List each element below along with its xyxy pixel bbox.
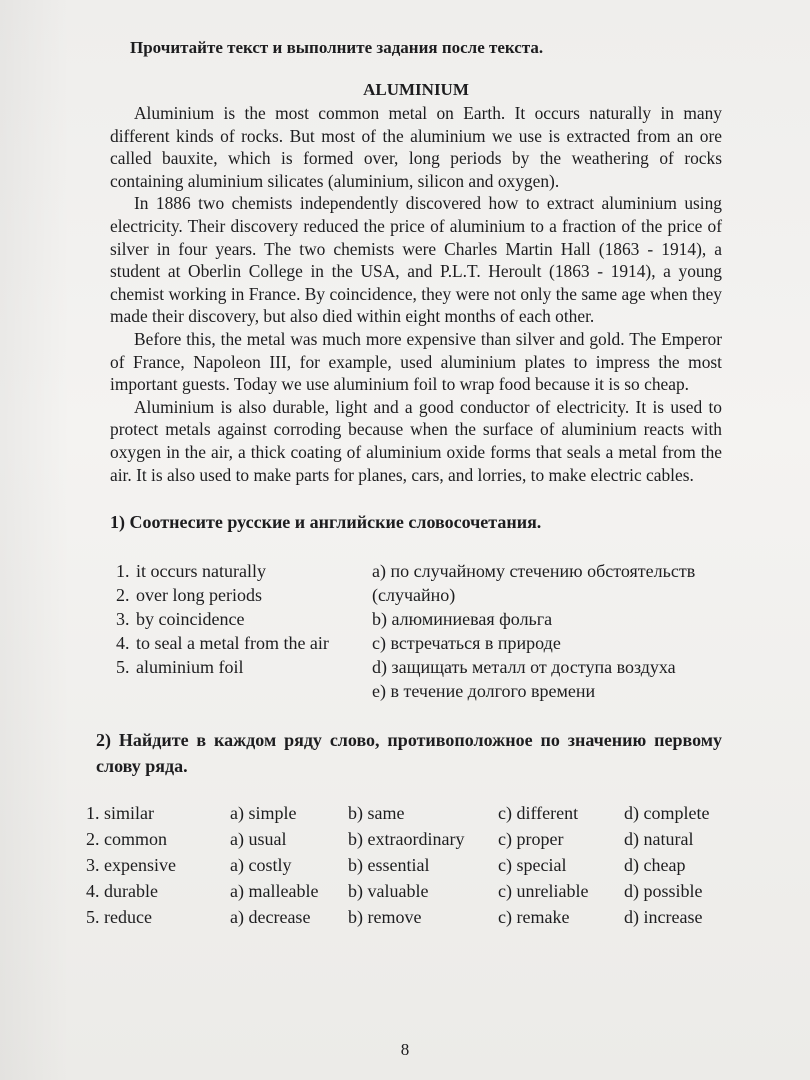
russian-phrases: [372, 559, 722, 703]
text-title: ALUMINIUM: [363, 80, 469, 99]
task2-heading: 2) Найдите в каждом ряду слово, противоположное по значению первому слову ряда.: [96, 730, 722, 777]
option-cell: d) complete: [624, 803, 710, 824]
option-cell: c) unreliable: [498, 881, 589, 902]
paragraph-4: Aluminium is also durable, light and a good conductor of electricity. It is used to protect metals against corroding because when the surface of aluminium reacts with oxygen in the air, a thick coating of aluminium oxide forms that seals a metal from the air. It is also used to make parts for planes, cars, and lorries, to make electric cables.: [110, 396, 722, 485]
antonym-row: [86, 881, 709, 907]
russian-phrase: (случайно): [372, 585, 456, 606]
english-phrase: 3. by coincidence: [134, 607, 372, 631]
option-cell: b) remove: [348, 907, 422, 928]
russian-phrase: d) защищать металл от доступа воздуха: [372, 657, 676, 678]
option-cell: b) essential: [348, 855, 430, 876]
paragraph-1: Aluminium is the most common metal on Earth. It occurs naturally in many different kinds of rocks. But most of the aluminium we use is extracted from an ore called bauxite, which is formed over, long periods by the weathering of rocks containing aluminium silicates (aluminium, silicon and oxygen).: [110, 103, 722, 191]
english-phrase: 2. over long periods: [134, 583, 372, 607]
antonym-row: [86, 803, 709, 829]
option-cell: b) extraordinary: [348, 829, 465, 850]
task1-heading: 1) Соотнесите русские и английские словосочетания.: [110, 512, 542, 533]
keyword-cell: 3. expensive: [86, 855, 176, 876]
keyword-cell: 5. reduce: [86, 907, 152, 928]
option-cell: c) different: [498, 803, 579, 824]
option-cell: a) costly: [230, 855, 292, 876]
antonym-row: [86, 855, 709, 881]
option-cell: d) cheap: [624, 855, 686, 876]
paragraph-2: In 1886 two chemists independently discovered how to extract aluminium using electricity. Their discovery reduced the price of aluminium to a fraction of the price of silver in four years. The two chemists were Charles Martin Hall (1863 - 1914), a student at Oberlin College in the USA, and P.L.T. Heroult (1863 - 1914), a young chemist working in France. By coincidence, they were not only the same age when they made their discovery, but also died within eight months of each other.: [110, 193, 722, 327]
option-cell: a) decrease: [230, 907, 311, 928]
english-phrase: 4. to seal a metal from the air: [134, 631, 372, 655]
english-phrases: [110, 559, 372, 703]
english-phrase: 1. it occurs naturally: [134, 559, 372, 583]
option-cell: d) possible: [624, 881, 703, 902]
option-cell: a) usual: [230, 829, 287, 850]
matching-exercise: [110, 559, 722, 703]
english-phrase: 5. aluminium foil: [134, 655, 372, 679]
antonym-row: [86, 829, 709, 855]
paragraph-3: Before this, the metal was much more expensive than silver and gold. The Emperor of France, Napoleon III, for example, used aluminium plates to impress the most important guests. Today we use aluminium foil to wrap food because it is so cheap.: [110, 328, 722, 395]
keyword-cell: 1. similar: [86, 803, 154, 824]
option-cell: a) malleable: [230, 881, 319, 902]
option-cell: b) valuable: [348, 881, 429, 902]
antonym-table: [86, 803, 709, 933]
option-cell: a) simple: [230, 803, 297, 824]
option-cell: d) increase: [624, 907, 703, 928]
option-cell: c) special: [498, 855, 567, 876]
keyword-cell: 2. common: [86, 829, 167, 850]
keyword-cell: 4. durable: [86, 881, 158, 902]
option-cell: c) remake: [498, 907, 570, 928]
russian-phrase: c) встречаться в природе: [372, 633, 561, 654]
option-cell: c) proper: [498, 829, 564, 850]
russian-phrase: e) в течение долгого времени: [372, 681, 596, 702]
antonym-row: [86, 907, 709, 933]
instruction: Прочитайте текст и выполните задания после текста.: [130, 38, 544, 57]
russian-phrase: a) по случайному стечению обстоятельств: [372, 561, 696, 582]
page-number: 8: [400, 1040, 410, 1059]
russian-phrase: b) алюминиевая фольга: [372, 609, 553, 630]
option-cell: b) same: [348, 803, 405, 824]
option-cell: d) natural: [624, 829, 694, 850]
